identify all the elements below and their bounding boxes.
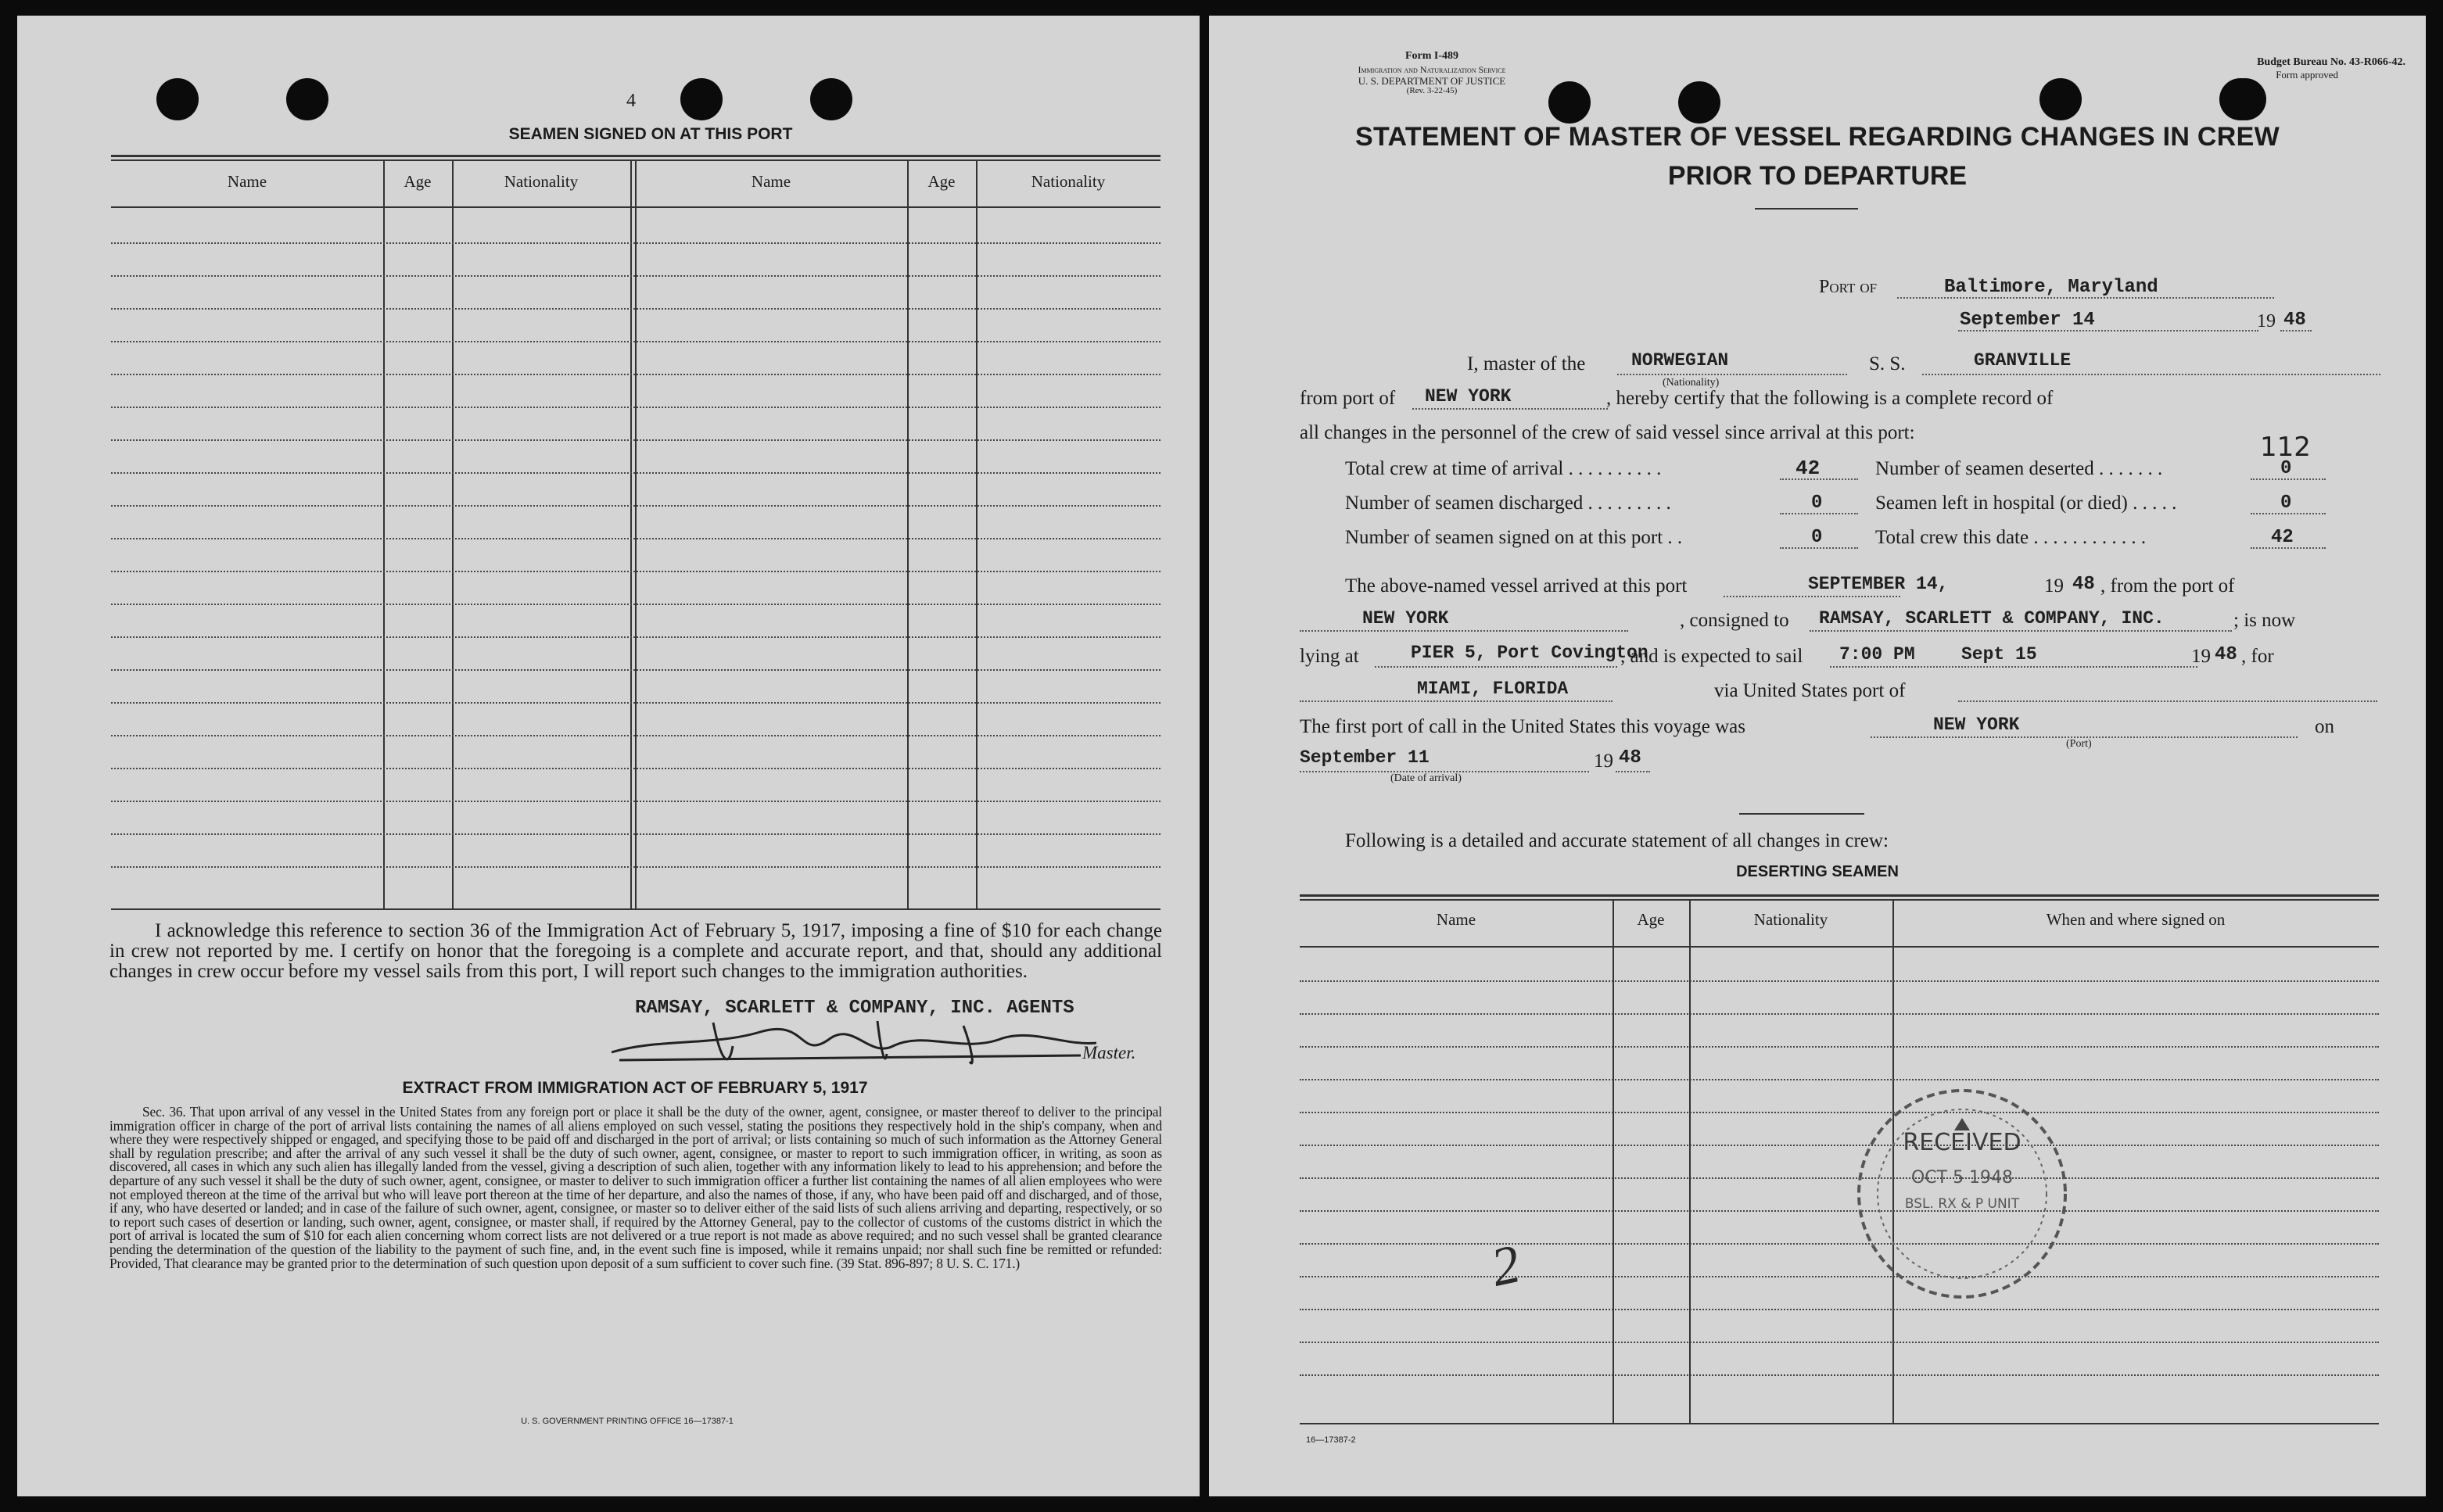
year-value: 48 xyxy=(2283,310,2306,331)
signed-on-value: 0 xyxy=(1811,527,1823,548)
deserting-title: DESERTING SEAMEN xyxy=(1736,863,1899,880)
form-approved: Form approved xyxy=(2276,69,2338,81)
signed-on-label: Number of seamen signed on at this port . . xyxy=(1345,527,1683,548)
for-text: , for xyxy=(2241,646,2274,667)
vessel-value: GRANVILLE xyxy=(1974,350,2072,371)
nationality-caption: (Nationality) xyxy=(1663,377,1720,389)
punch-hole xyxy=(680,78,723,120)
arrived-from: NEW YORK xyxy=(1362,608,1449,629)
sail-time: 7:00 PM xyxy=(1839,644,1915,665)
column-rule xyxy=(630,159,632,908)
master-label: Master. xyxy=(1082,1043,1136,1062)
agency-line-1: Immigration and Naturalization Service xyxy=(1358,64,1506,75)
is-now-text: ; is now xyxy=(2233,610,2296,631)
col-header-age: Age xyxy=(927,172,956,191)
punch-hole xyxy=(2039,78,2082,120)
col-header-age: Age xyxy=(404,172,432,191)
date-value: September 14 xyxy=(1960,310,2095,331)
port-caption: (Port) xyxy=(2066,738,2092,750)
on-text: on xyxy=(2315,716,2334,737)
divider-rule xyxy=(1739,813,1864,815)
table-bottom-rule xyxy=(111,908,1161,910)
via-text: via United States port of xyxy=(1714,680,1906,701)
sail-year-prefix: 19 xyxy=(2191,646,2211,667)
col-header-nationality: Nationality xyxy=(504,172,579,191)
page-number: 4 xyxy=(626,91,636,111)
hospital-label: Seamen left in hospital (or died) . . . . . xyxy=(1875,493,2177,514)
lying-at-value: PIER 5, Port Covington xyxy=(1411,643,1648,663)
sail-date: Sept 15 xyxy=(1961,644,2037,665)
consignee: RAMSAY, SCARLETT & COMPANY, INC. xyxy=(1819,608,2165,629)
punch-hole xyxy=(286,78,328,120)
port-label: Port of xyxy=(1819,277,1878,297)
total-this-date-value: 42 xyxy=(2271,527,2294,548)
agency-line-2: U. S. DEPARTMENT OF JUSTICE xyxy=(1358,75,1506,87)
form-number: Form I-489 xyxy=(1404,50,1459,62)
nationality-value: NORWEGIAN xyxy=(1631,350,1729,371)
arrived-year: 48 xyxy=(2072,574,2095,595)
punch-hole xyxy=(156,78,199,120)
col-header-name: Name xyxy=(1436,910,1476,929)
table-bottom-rule xyxy=(1300,1423,2379,1424)
acknowledgement-text: I acknowledge this reference to section 36 of the Immigration Act of February 5, 1917, imposing a fine of $10 for each change in crew not reported by me. I certify on honor that the foregoing is a complete and accurate report, and that, should any additional changes in crew occur before my vessel sails from this port, I will report such changes to the immigration authorities. xyxy=(109,920,1162,982)
deserted-annotation: 112 xyxy=(2260,432,2311,463)
punch-hole xyxy=(1678,81,1720,124)
first-port-text: The first port of call in the United States this voyage was xyxy=(1300,716,1746,737)
arrived-date: SEPTEMBER 14, xyxy=(1808,574,1949,594)
printing-office: U. S. GOVERNMENT PRINTING OFFICE 16—17387-1 xyxy=(521,1417,734,1426)
stamp-date: OCT 5 1948 xyxy=(1910,1168,2014,1188)
column-rule xyxy=(1689,899,1691,1423)
column-rule xyxy=(635,159,637,908)
discharged-label: Number of seamen discharged . . . . . . . . . xyxy=(1345,493,1671,514)
extract-title: EXTRACT FROM IMMIGRATION ACT OF FEBRUARY 5, 1917 xyxy=(402,1079,868,1097)
master-signature xyxy=(596,1015,1128,1076)
hospital-value: 0 xyxy=(2280,493,2292,514)
budget-bureau: Budget Bureau No. 43-R066-42. xyxy=(2257,56,2405,68)
discharged-value: 0 xyxy=(1811,493,1823,514)
table-header-rule xyxy=(1300,946,2379,948)
column-rule xyxy=(383,159,385,908)
certify-text: , hereby certify that the following is a complete record of xyxy=(1606,388,2054,409)
title-rule xyxy=(1755,208,1858,210)
from-port-value: NEW YORK xyxy=(1425,386,1512,407)
table-top-rule xyxy=(1300,894,2379,897)
column-rule xyxy=(907,159,909,908)
lying-at-label: lying at xyxy=(1300,646,1359,667)
revision: (Rev. 3-22-45) xyxy=(1406,86,1458,95)
punch-hole xyxy=(810,78,852,120)
stamp-unit: BSL. RX & P UNIT xyxy=(1904,1196,2020,1212)
arrived-year-prefix: 19 xyxy=(2044,575,2064,597)
following-text: Following is a detailed and accurate statement of all changes in crew: xyxy=(1345,830,1889,851)
section-title: SEAMEN SIGNED ON AT THIS PORT xyxy=(508,125,793,143)
master-prefix: I, master of the xyxy=(1467,353,1586,374)
sail-year: 48 xyxy=(2215,644,2237,665)
footer-code: 16—17387-2 xyxy=(1306,1435,1356,1445)
column-rule xyxy=(1613,899,1614,1423)
right-page xyxy=(1209,16,2426,1496)
deserted-value: 0 xyxy=(2280,458,2292,479)
extract-text: Sec. 36. That upon arrival of any vessel in the United States from any foreign port or place it shall be the duty of the owner, agent, consignee, or master thereof to deliver to the principal immigration officer in charge of the port of arrival lists containing the names of all aliens employed on such vessel, stating the positions they respectively hold in the ship's company, when and where they were respectively shipped or engaged, and specifying those to be paid off and discharged in the port of arrival; or lists containing so much of such information as the Attorney General shall by regulation prescribe; and after the arrival of any such vessel it shall be the duty of such owner, agent, consignee, or master to report to such immigration officer, in writing, as soon as discovered, all cases in which any such alien has illegally landed from the vessel, giving a description of such alien, together with any information likely to lead to his apprehension; and before the departure of any such vessel it shall be the duty of such owner, agent, consignee, or master to deliver to such immigration officer a further list containing the names of all alien employees who were not employed thereon at the time of the arrival but who will leave port thereon at the time of her departure, and also the names of those, if any, who have been paid off and discharged, and of those, if any, who have deserted or landed; and in case of the failure of such owner, agent, consignee, or master so to deliver either of the said lists of such aliens arriving and departing, respectively, or so to report such cases of desertion or landing, such owner, agent, consignee, or master shall, if required by the Attorney General, pay to the collector of customs of the customs district in which the port of arrival is located the sum of $10 for each alien concerning whom correct lists are not delivered or a true report is not made as above required; and no such vessel shall be granted clearance pending the determination of the question of the liability to the payment of such fine, and, in the event such fine is imposed, while it remains unpaid; nor shall such fine be remitted or refunded: Provided, That clearance may be granted prior to the determination of such question upon deposit of a sum sufficient to cover such fine. (39 Stat. 896-897; 8 U. S. C. 171.) xyxy=(109,1104,1162,1271)
port-value: Baltimore, Maryland xyxy=(1944,277,2158,298)
column-rule xyxy=(452,159,454,908)
deserted-label: Number of seamen deserted . . . . . . . xyxy=(1875,458,2163,479)
col-header-nationality: Nationality xyxy=(1031,172,1106,191)
from-port-of-text: , from the port of xyxy=(2100,575,2235,597)
arrived-prefix: The above-named vessel arrived at this port xyxy=(1345,575,1688,597)
consigned-text: , consigned to xyxy=(1680,610,1789,631)
first-port-year-prefix: 19 xyxy=(1594,751,1613,772)
first-port-value: NEW YORK xyxy=(1933,715,2020,735)
column-rule xyxy=(976,159,978,908)
year-prefix: 19 xyxy=(2257,311,2276,331)
from-port-label: from port of xyxy=(1300,388,1396,409)
stamp-ring xyxy=(1849,1080,2075,1307)
handwritten-mark: 2 xyxy=(1486,1234,1526,1299)
ss-label: S. S. xyxy=(1869,353,1906,374)
first-port-year: 48 xyxy=(1619,747,1641,769)
stamp-received: RECEIVED xyxy=(1903,1129,2021,1156)
form-title: STATEMENT OF MASTER OF VESSEL REGARDING CHANGES IN CREW xyxy=(1355,122,2280,152)
top-marks: / . - xyxy=(1064,42,1207,63)
changes-text: all changes in the personnel of the crew of said vessel since arrival at this port: xyxy=(1300,422,1915,443)
col-header-name: Name xyxy=(751,172,791,191)
col-header-when-where: When and where signed on xyxy=(2046,910,2226,929)
col-header-nationality: Nationality xyxy=(1753,910,1828,929)
table-top-rule xyxy=(111,155,1161,157)
date-arrival-caption: (Date of arrival) xyxy=(1390,772,1462,784)
total-arrival-value: 42 xyxy=(1795,457,1821,480)
agents-line: RAMSAY, SCARLETT & COMPANY, INC. AGENTS xyxy=(635,998,1074,1019)
expected-text: , and is expected to sail xyxy=(1620,646,1803,667)
col-header-name: Name xyxy=(227,172,267,191)
left-page xyxy=(17,16,1200,1496)
col-header-age: Age xyxy=(1637,910,1665,929)
form-subtitle: PRIOR TO DEPARTURE xyxy=(1667,161,1968,191)
total-this-date-label: Total crew this date . . . . . . . . . . . . xyxy=(1875,527,2147,548)
table-top-rule xyxy=(1300,899,2379,901)
total-arrival-label: Total crew at time of arrival . . . . . . . . . . xyxy=(1345,458,1662,479)
destination: MIAMI, FLORIDA xyxy=(1417,679,1569,699)
first-port-date: September 11 xyxy=(1300,747,1430,768)
